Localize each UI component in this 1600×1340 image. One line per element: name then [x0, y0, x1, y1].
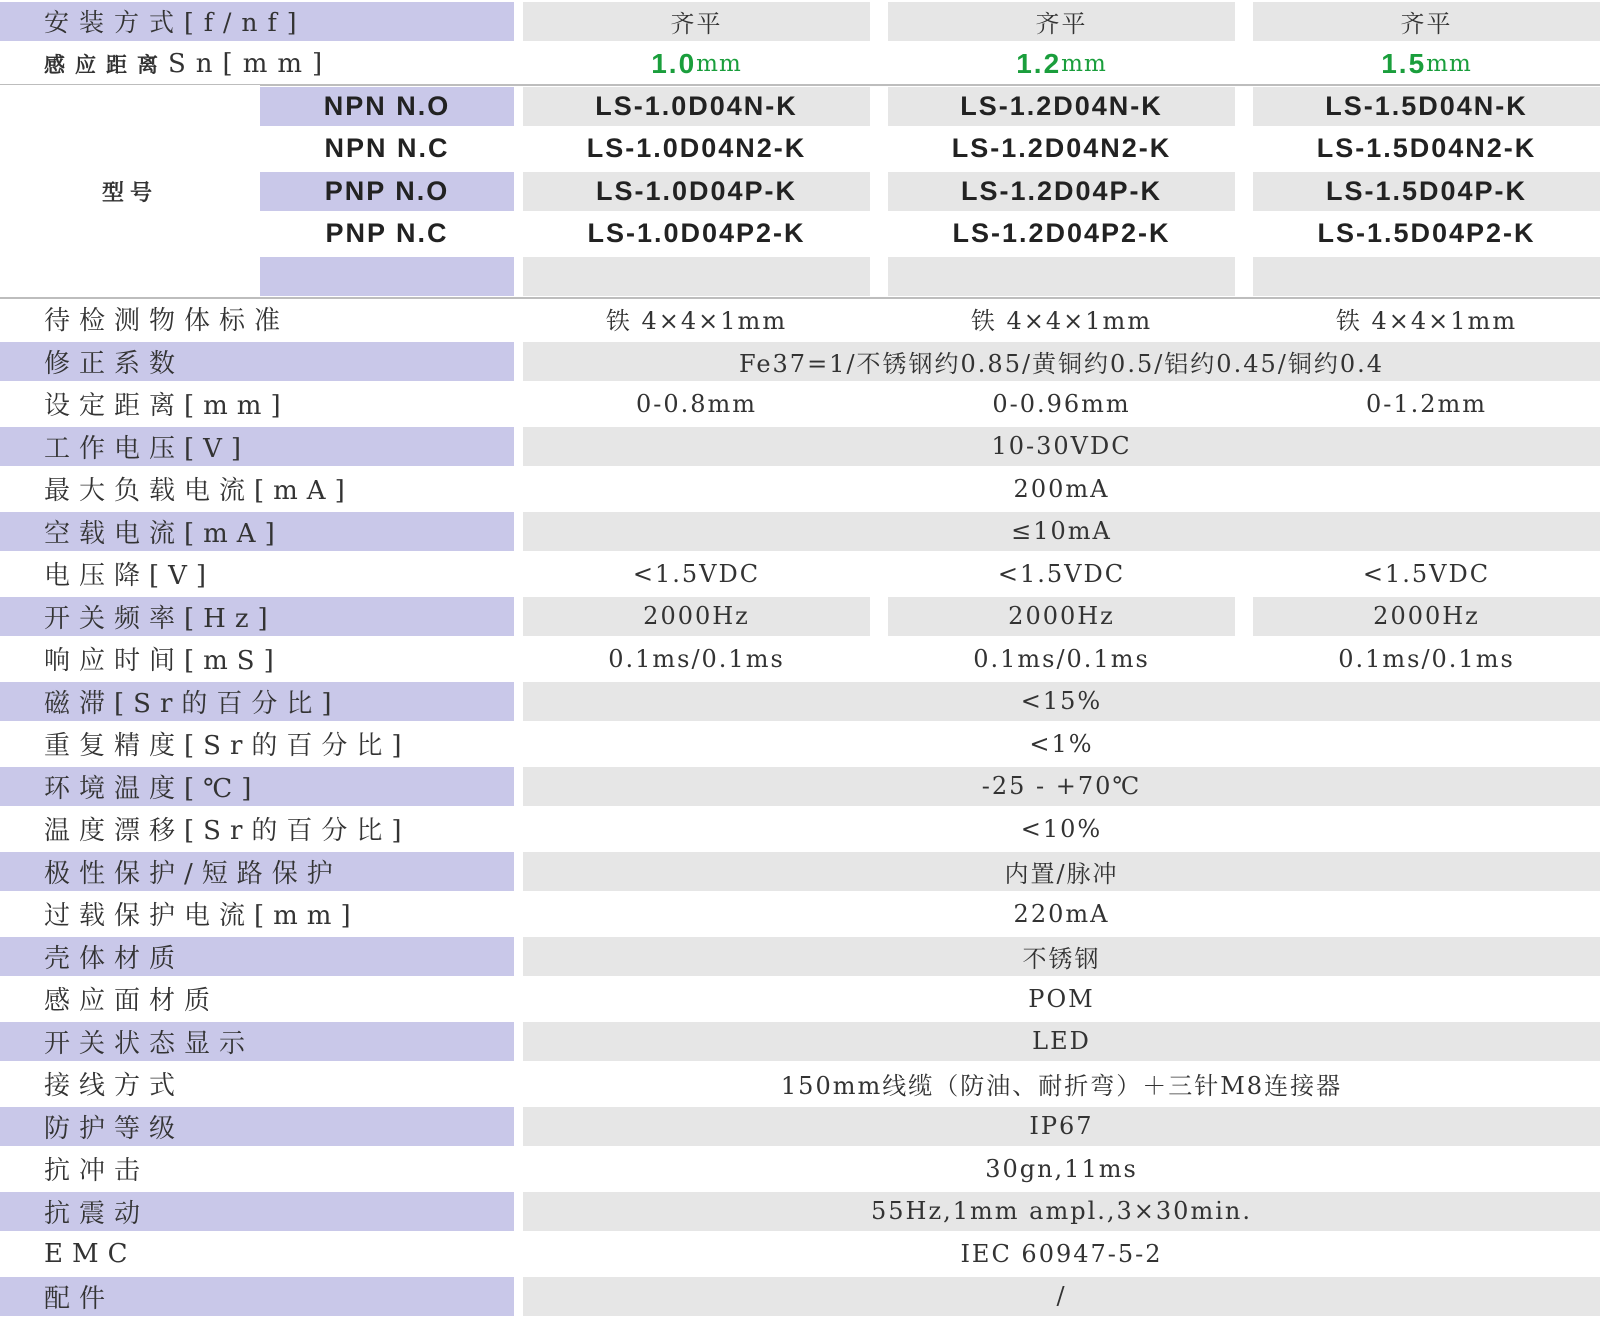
sensing-distance-value — [523, 45, 870, 84]
model-number — [888, 257, 1235, 296]
model-number: LS-1.5D04N2-K — [1316, 133, 1537, 164]
spec-label: 设定距离[mm] — [0, 385, 514, 424]
model-group-label: 型号 — [0, 85, 260, 298]
spec-label: 最大负载电流[mA] — [0, 470, 514, 509]
spec-value: <15% — [523, 682, 1600, 721]
spec-value: IP67 — [523, 1107, 1600, 1146]
spec-value: <1.5VDC — [1362, 559, 1491, 588]
spec-value: 0-0.8mm — [635, 389, 758, 418]
spec-label: 开关状态显示 — [0, 1022, 514, 1061]
mount-value: 齐平 — [523, 2, 870, 41]
spec-label: EMC — [0, 1235, 514, 1274]
spec-label: 防护等级 — [0, 1107, 514, 1146]
model-number: LS-1.0D04P-K — [523, 172, 870, 211]
spec-value: 0-1.2mm — [1365, 389, 1488, 418]
model-output-type — [260, 257, 514, 296]
spec-value: 30gn,11ms — [985, 1154, 1138, 1183]
spec-label: 极性保护/短路保护 — [0, 852, 514, 891]
spec-label: 工作电压[V] — [0, 427, 514, 466]
spec-label: 开关频率[Hz] — [0, 597, 514, 636]
spec-value: 铁 4×4×1mm — [605, 307, 788, 336]
sensing-distance-unit: mm — [1061, 50, 1107, 77]
mount-value: 齐平 — [1253, 2, 1600, 41]
model-number: LS-1.5D04P2-K — [1317, 218, 1536, 249]
spec-value: IEC 60947-5-2 — [960, 1239, 1163, 1268]
model-number: LS-1.2D04P-K — [888, 172, 1235, 211]
spec-value: <1.5VDC — [632, 559, 761, 588]
model-number: LS-1.5D04P-K — [1253, 172, 1600, 211]
spec-value: LED — [523, 1022, 1600, 1061]
spec-value: 0.1ms/0.1ms — [973, 644, 1150, 673]
spec-label: 温度漂移[Sr的百分比] — [0, 810, 514, 849]
model-number: LS-1.0D04P2-K — [587, 218, 806, 249]
spec-value: -25 - +70℃ — [523, 767, 1600, 806]
spec-label: 电压降[V] — [0, 555, 514, 594]
sensing-distance-label — [0, 45, 514, 84]
spec-label: 修正系数 — [0, 342, 514, 381]
spec-label: 磁滞[Sr的百分比] — [0, 682, 514, 721]
spec-label: 抗震动 — [0, 1192, 514, 1231]
spec-value: 150mm线缆（防油、耐折弯）＋三针M8连接器 — [780, 1072, 1343, 1101]
mount-label: 安装方式[f/nf] — [0, 2, 514, 41]
spec-value: 2000Hz — [523, 597, 870, 636]
model-number: LS-1.2D04P2-K — [952, 218, 1171, 249]
spec-value: POM — [1028, 984, 1095, 1013]
mount-value: 齐平 — [888, 2, 1235, 41]
model-output-type: NPN N.O — [260, 87, 514, 126]
spec-label: 过载保护电流[mm] — [0, 895, 514, 934]
spec-value: <1% — [1029, 729, 1094, 758]
spec-label: 重复精度[Sr的百分比] — [0, 725, 514, 764]
spec-value: 220mA — [1013, 899, 1110, 928]
model-number: LS-1.5D04N-K — [1253, 87, 1600, 126]
spec-value: Fe37=1/不锈钢约0.85/黄铜约0.5/铝约0.45/铜约0.4 — [523, 342, 1600, 381]
spec-value: 200mA — [1013, 474, 1110, 503]
spec-value: 铁 4×4×1mm — [970, 307, 1153, 336]
spec-value: 55Hz,1mm ampl.,3×30min. — [523, 1192, 1600, 1231]
sensing-distance-label-unit: Sn[mm] — [168, 48, 333, 79]
spec-value: 2000Hz — [1253, 597, 1600, 636]
sensing-distance-label-cn: 感应距离 — [44, 51, 168, 77]
spec-value: 2000Hz — [888, 597, 1235, 636]
model-number — [1253, 257, 1600, 296]
spec-label: 壳体材质 — [0, 937, 514, 976]
sensing-distance-value — [1253, 45, 1600, 84]
sensing-distance-number: 1.2 — [1016, 47, 1062, 79]
sensing-distance-value — [888, 45, 1235, 84]
model-output-type: NPN N.C — [324, 133, 450, 164]
spec-label: 感应面材质 — [0, 980, 514, 1019]
spec-label: 响应时间[mS] — [0, 640, 514, 679]
sensing-distance-unit: mm — [1426, 50, 1472, 77]
spec-value: ≤10mA — [523, 512, 1600, 551]
spec-label: 接线方式 — [0, 1065, 514, 1104]
row-divider — [0, 297, 1600, 299]
spec-value: 0-0.96mm — [992, 389, 1131, 418]
model-number — [523, 257, 870, 296]
spec-value: <1.5VDC — [997, 559, 1126, 588]
spec-label: 空载电流[mA] — [0, 512, 514, 551]
spec-label: 待检测物体标准 — [0, 300, 514, 339]
spec-value: 内置/脉冲 — [523, 852, 1600, 891]
spec-value: 0.1ms/0.1ms — [1338, 644, 1515, 673]
sensing-distance-unit: mm — [696, 50, 742, 77]
spec-label: 环境温度[℃] — [0, 767, 514, 806]
sensing-distance-number: 1.5 — [1381, 47, 1427, 79]
spec-label: 抗冲击 — [0, 1150, 514, 1189]
spec-value: 铁 4×4×1mm — [1335, 307, 1518, 336]
model-number: LS-1.2D04N-K — [888, 87, 1235, 126]
spec-value: 10-30VDC — [523, 427, 1600, 466]
spec-label: 配件 — [0, 1277, 514, 1316]
model-output-type: PNP N.O — [260, 172, 514, 211]
spec-value: <10% — [1020, 814, 1103, 843]
model-number: LS-1.0D04N-K — [523, 87, 870, 126]
spec-value: / — [523, 1277, 1600, 1316]
model-number: LS-1.0D04N2-K — [586, 133, 807, 164]
spec-value: 0.1ms/0.1ms — [608, 644, 785, 673]
sensing-distance-number: 1.0 — [651, 47, 697, 79]
model-output-type: PNP N.C — [325, 218, 449, 249]
spec-value: 不锈钢 — [523, 937, 1600, 976]
model-number: LS-1.2D04N2-K — [951, 133, 1172, 164]
